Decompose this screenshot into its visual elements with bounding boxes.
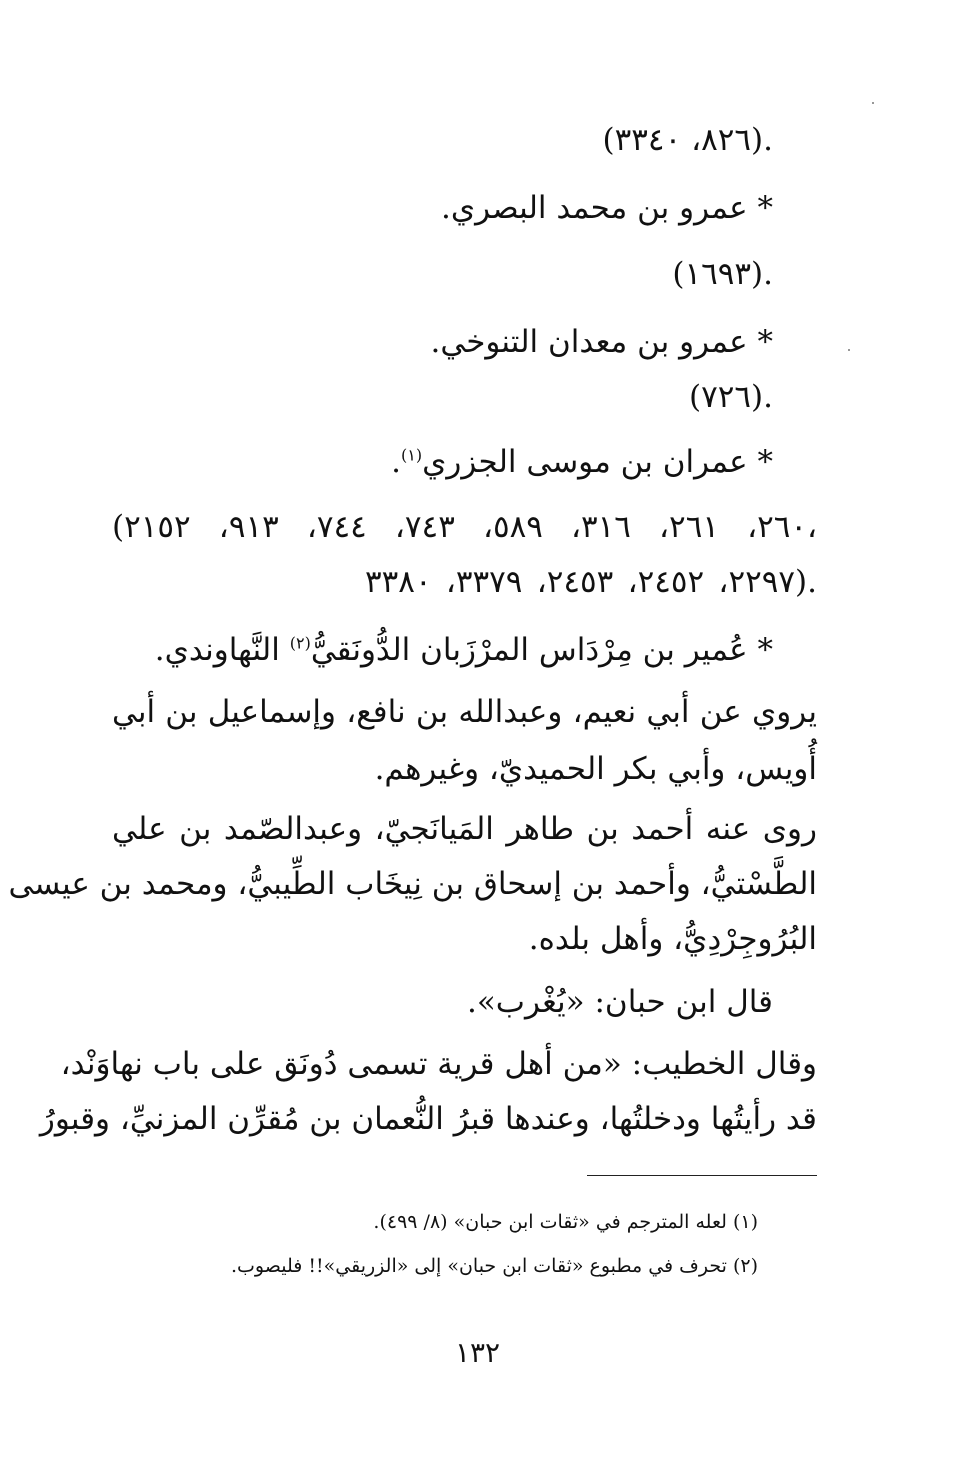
body-line: الطَّسْتيُّ، وأحمد بن إسحاق بن نِيخَاب الطِّيبيُّ، ومحمد بن عيسى bbox=[8, 866, 817, 902]
heading-text: * عمران بن موسى الجزري bbox=[422, 444, 773, 480]
body-line: قد رأيتُها ودخلتُها، وعندها قبرُ النُّعمان بن مُقرِّن المزنيِّ، وقبورُ bbox=[39, 1101, 817, 1137]
speck bbox=[848, 349, 850, 351]
body-line: وقال الخطيب: «من أهل قرية تسمى دُونَق على باب نهاوَنْد، bbox=[60, 1046, 817, 1082]
body-line: روى عنه أحمد بن طاهر المَيانَجيّ، وعبدالصّمد بن علي bbox=[112, 811, 817, 847]
body-line: البُرُوجِرْدِيُّ، وأهل بلده. bbox=[528, 921, 817, 957]
footnote: (١) لعله المترجم في «ثقات ابن حبان» (٨/ ٤٩٩). bbox=[373, 1211, 758, 1233]
speck bbox=[872, 102, 874, 104]
body-line: أُويس، وأبي بكر الحميديّ، وغيرهم. bbox=[374, 751, 817, 787]
footnote: (٢) تحرف في مطبوع «ثقات ابن حبان» إلى «الزريقي»!! فليصوب. bbox=[231, 1255, 758, 1277]
entry-heading: * عمرو بن معدان التنوخي. bbox=[430, 324, 773, 360]
heading-text: * عُمير بن مِرْدَاس المرْزَبان الدُّونَقيُّ bbox=[310, 632, 773, 668]
entry-heading bbox=[155, 628, 773, 672]
entry-refs: ٢٢٩٧، ٢٤٥٢، ٢٤٥٣، ٣٣٧٩، ٣٣٨٠). bbox=[365, 564, 817, 600]
footnote-separator bbox=[587, 1175, 817, 1176]
heading-text: النَّهاوندي. bbox=[154, 632, 280, 668]
footnote-ref: (١) bbox=[401, 445, 423, 465]
entry-heading: * عمران بن موسى الجزري$^{(١)}$. bbox=[391, 444, 773, 480]
entry-refs: (٧٢٦). bbox=[688, 379, 773, 415]
body-line: قال ابن حبان: «يُغْرب». bbox=[466, 984, 773, 1020]
entry-refs: (١٦٩٣). bbox=[672, 256, 773, 292]
footnote-ref: (٢) bbox=[289, 633, 311, 653]
entry-heading: * عمرو بن محمد البصري. bbox=[441, 190, 773, 226]
entry-refs: (٨٢٦، ٣٣٤٠). bbox=[602, 122, 773, 158]
body-line: يروي عن أبي نعيم، وعبدالله بن نافع، وإسماعيل بن أبي bbox=[112, 694, 817, 730]
entry-refs: (٢٦٠، ٢٦١، ٣١٦، ٥٨٩، ٧٤٣، ٧٤٤، ٩١٣، ٢١٥٢، bbox=[112, 509, 818, 545]
page-number: ١٣٢ bbox=[454, 1336, 501, 1369]
